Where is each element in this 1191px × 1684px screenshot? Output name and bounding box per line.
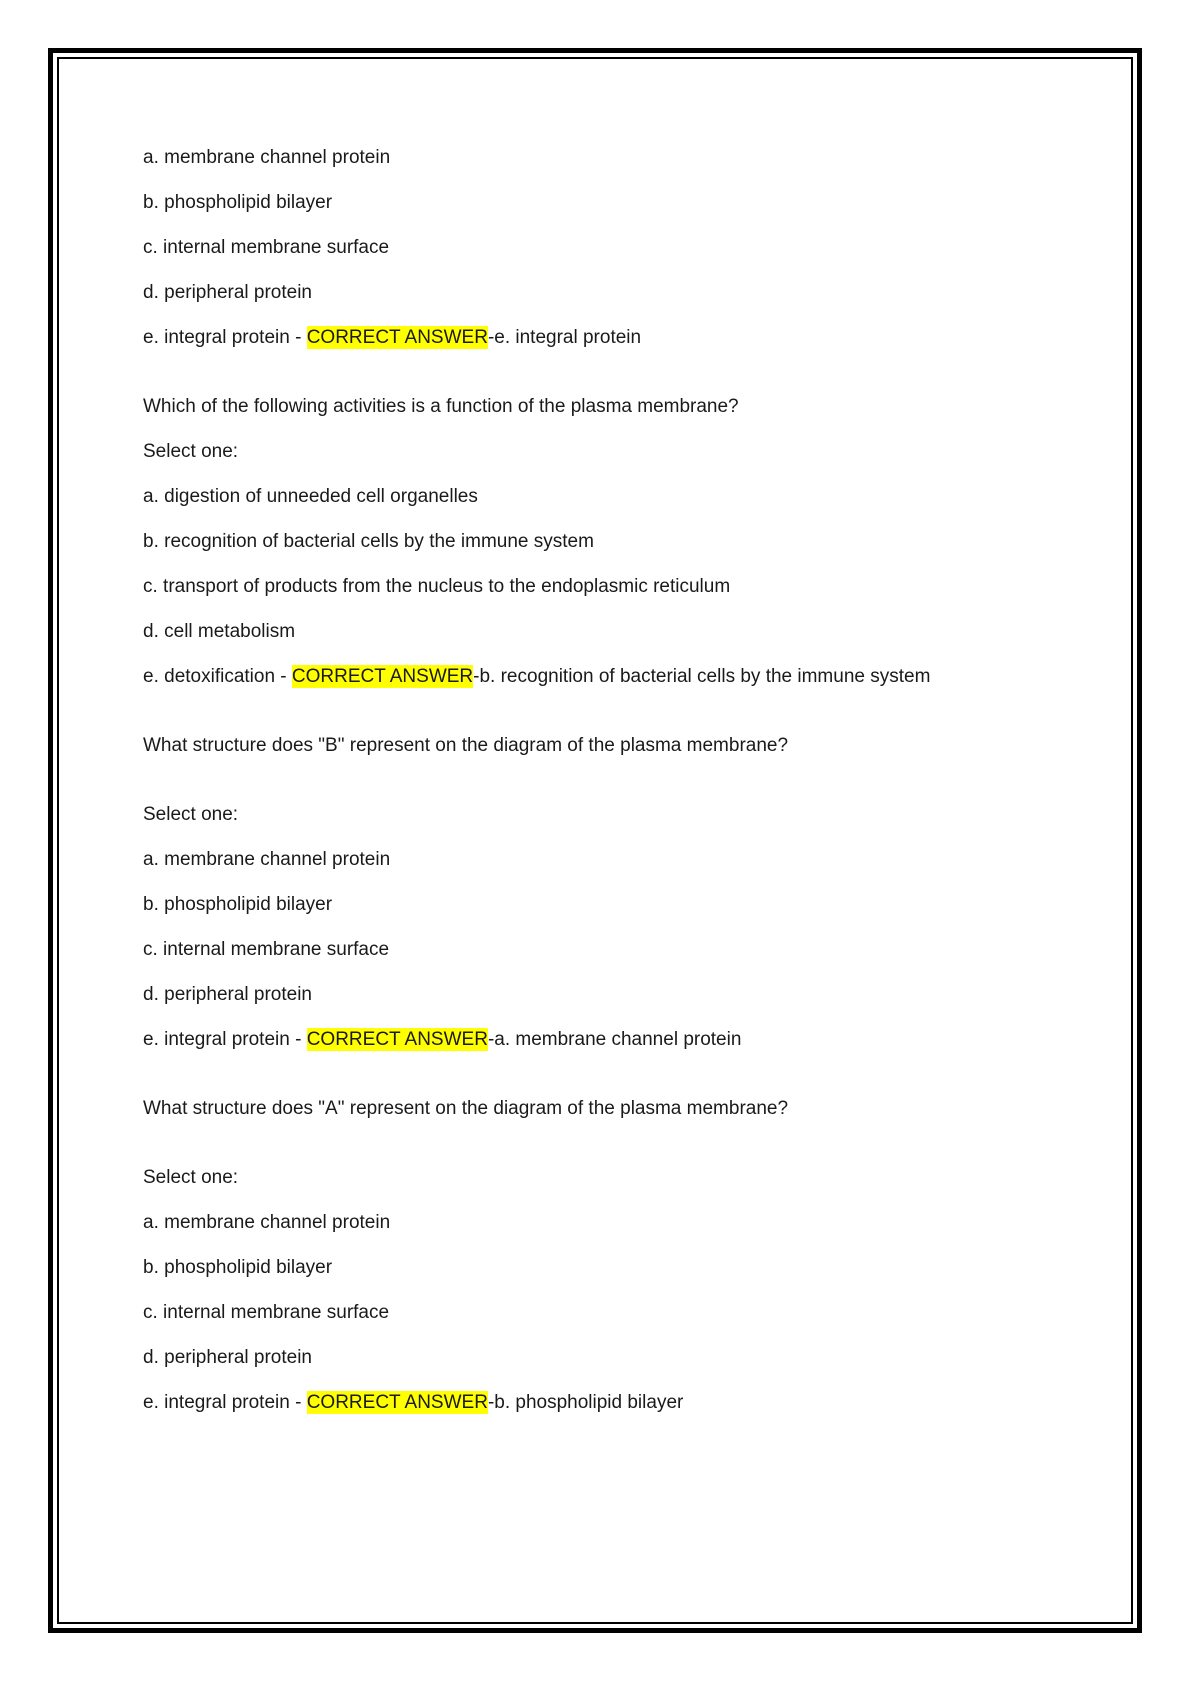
option-a: a. membrane channel protein [143,1212,391,1233]
question-text: Which of the following activities is a function of the plasma membrane? [143,396,739,417]
correct-answer-highlight: CORRECT ANSWER [306,1029,488,1050]
option-e: e. detoxification - [143,666,292,687]
correct-answer-text: -a. membrane channel protein [487,1029,742,1050]
option-d: d. peripheral protein [143,1347,312,1368]
question-block-4 [143,1097,1063,1415]
option-e-with-answer [143,665,1063,689]
question-block-1 [143,146,1063,350]
option-b: b. phospholipid bilayer [143,1257,333,1278]
option-e-with-answer [143,1028,1063,1052]
option-e: e. integral protein - [143,1029,307,1050]
correct-answer-text: -b. phospholipid bilayer [487,1392,684,1413]
question-text: What structure does "A" represent on the diagram of the plasma membrane? [143,1098,789,1119]
option-e: e. integral protein - [143,1392,307,1413]
select-one-label: Select one: [143,804,239,825]
option-d: d. peripheral protein [143,282,312,303]
option-c: c. internal membrane surface [143,1302,390,1323]
option-e: e. integral protein - [143,327,307,348]
correct-answer-text: -e. integral protein [487,327,642,348]
option-d: d. peripheral protein [143,984,312,1005]
option-a: a. membrane channel protein [143,849,391,870]
option-b: b. phospholipid bilayer [143,192,333,213]
correct-answer-text: -b. recognition of bacterial cells by the immune system [473,666,931,687]
select-one-label: Select one: [143,1167,239,1188]
option-c: c. transport of products from the nucleus to the endoplasmic reticulum [143,576,731,597]
question-block-2 [143,395,1063,689]
question-text: What structure does "B" represent on the diagram of the plasma membrane? [143,735,789,756]
document-content [143,146,1063,1436]
option-b: b. recognition of bacterial cells by the immune system [143,531,594,552]
option-a: a. membrane channel protein [143,147,391,168]
question-block-3 [143,734,1063,1052]
correct-answer-highlight: CORRECT ANSWER [306,1392,488,1413]
option-e-with-answer [143,326,1063,350]
option-c: c. internal membrane surface [143,237,390,258]
correct-answer-highlight: CORRECT ANSWER [291,666,474,687]
correct-answer-highlight: CORRECT ANSWER [306,327,488,348]
option-d: d. cell metabolism [143,621,296,642]
option-c: c. internal membrane surface [143,939,390,960]
option-a: a. digestion of unneeded cell organelles [143,486,478,507]
select-one-label: Select one: [143,441,239,462]
option-b: b. phospholipid bilayer [143,894,333,915]
option-e-with-answer [143,1391,1063,1415]
